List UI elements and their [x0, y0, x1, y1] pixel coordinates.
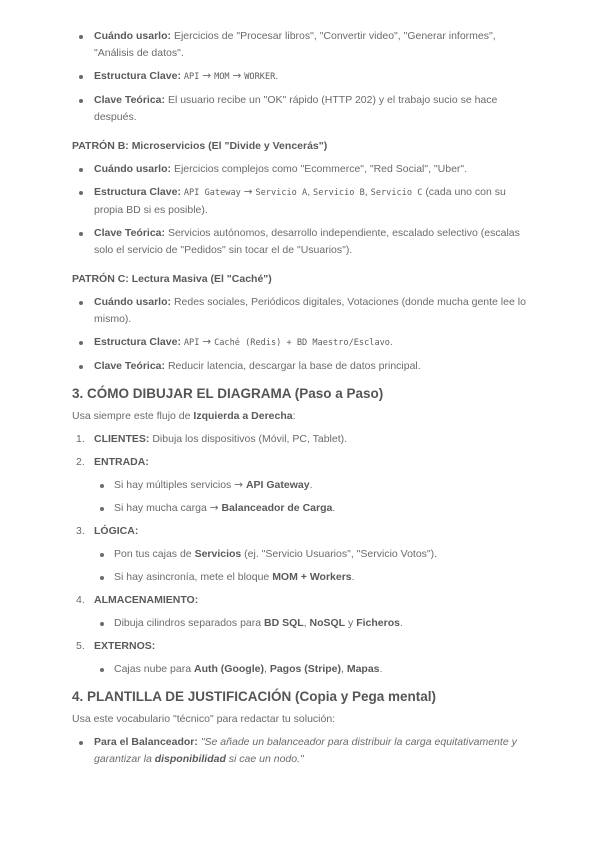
section-3-intro — [72, 408, 527, 425]
step-label: ENTRADA: — [94, 456, 149, 468]
arrow-icon: → — [243, 186, 253, 198]
arrow-icon: → — [202, 336, 212, 348]
code-api: API — [183, 338, 200, 348]
item-text: Ejercicios de "Procesar libros", "Convertir video", "Generar informes", "Análisis de datos". — [94, 30, 496, 59]
code-cache: Caché (Redis) + BD Maestro/Esclavo — [214, 338, 390, 348]
item-label: Clave Teórica: — [94, 227, 166, 239]
code-mom: MOM — [214, 72, 230, 82]
list-item — [72, 68, 527, 86]
step-text: Dibuja los dispositivos (Móvil, PC, Tablet). — [152, 433, 348, 445]
list-item: Estructura Clave: API Gateway → Servicio A, Servicio B, Servicio C (cada uno con su propia BD si es posible). — [72, 184, 527, 219]
sub-bold: MOM + Workers — [272, 571, 352, 583]
pattern-b-title: PATRÓN B: Microservicios (El "Divide y Vencerás") — [72, 140, 328, 152]
code-servicio-b: Servicio B — [313, 188, 365, 198]
sub-end: . — [351, 571, 355, 583]
sub-bold: NoSQL — [309, 617, 346, 629]
intro-text: Usa siempre este flujo de — [72, 410, 194, 422]
item-label: Para el Balanceador: — [94, 736, 198, 748]
step-number: 4. — [76, 594, 85, 606]
item-label: Estructura Clave: — [94, 70, 181, 82]
sub-bold: Balanceador de Carga — [221, 502, 333, 514]
sub-list — [94, 477, 527, 517]
intro-bold: Izquierda a Derecha — [193, 410, 293, 422]
sub-text: Cajas nube para — [114, 663, 194, 675]
step-externos — [72, 638, 527, 678]
sub-sep: , — [263, 663, 270, 675]
step-label: CLIENTES: — [94, 433, 150, 445]
sub-item — [94, 546, 527, 563]
code-worker: WORKER — [244, 72, 276, 82]
step-clientes — [72, 431, 527, 448]
item-label: Estructura Clave: — [94, 186, 181, 198]
code-servicio-c: Servicio C — [370, 188, 423, 198]
item-quote-bold: disponibilidad — [154, 753, 226, 765]
step-number: 5. — [76, 640, 85, 652]
sub-bold: Mapas — [346, 663, 380, 675]
step-label: ALMACENAMIENTO: — [94, 594, 199, 606]
sub-end: . — [379, 663, 383, 675]
item-end: . — [275, 70, 279, 82]
sub-bold: Ficheros — [356, 617, 400, 629]
step-entrada — [72, 454, 527, 517]
item-end: . — [389, 336, 393, 348]
sub-end: . — [309, 479, 313, 491]
intro-end: : — [292, 410, 296, 422]
arrow-icon: → — [232, 70, 242, 82]
sub-bold: Auth (Google) — [193, 663, 264, 675]
arrow-icon: → — [209, 502, 219, 514]
sub-item — [94, 661, 527, 678]
sub-text: Si hay múltiples servicios — [114, 479, 235, 491]
sub-sep: , — [303, 617, 310, 629]
sub-item — [94, 500, 527, 517]
item-text: El usuario recibe un "OK" rápido (HTTP 202) y el trabajo sucio se hace después. — [94, 94, 498, 123]
item-label: Cuándo usarlo: — [94, 296, 172, 308]
step-number: 3. — [76, 525, 85, 537]
step-label: LÓGICA: — [94, 525, 139, 537]
section-4-heading: 4. PLANTILLA DE JUSTIFICACIÓN (Copia y Pega mental) — [72, 689, 437, 704]
sub-list — [94, 615, 527, 632]
sub-bold: API Gateway — [245, 479, 310, 491]
list-item — [72, 358, 527, 375]
item-label: Clave Teórica: — [94, 94, 166, 106]
code-servicio-a: Servicio A — [255, 188, 308, 198]
list-item — [72, 28, 527, 62]
code-api: API — [183, 72, 200, 82]
list-item — [72, 734, 527, 768]
sub-item — [94, 569, 527, 586]
item-quote-end: si cae un nodo." — [225, 753, 304, 765]
step-number: 1. — [76, 433, 85, 445]
sub-item — [94, 615, 527, 632]
item-text: Ejercicios complejos como "Ecommerce", "Red Social", "Uber". — [173, 163, 468, 175]
sub-end: . — [332, 502, 336, 514]
step-label: EXTERNOS: — [94, 640, 156, 652]
item-tail: (cada uno con su propia BD si es posible). — [94, 186, 506, 216]
item-label: Estructura Clave: — [94, 336, 181, 348]
sub-text: Si hay mucha carga — [114, 502, 210, 514]
sub-item — [94, 477, 527, 494]
sub-text: Si hay asincronía, mete el bloque — [114, 571, 273, 583]
sub-bold: Servicios — [194, 548, 242, 560]
code-api-gateway: API Gateway — [183, 188, 241, 198]
arrow-icon: → — [234, 479, 244, 491]
sub-end: . — [399, 617, 403, 629]
item-text: Servicios autónomos, desarrollo independiente, escalado selectivo (escalas solo el servicio de "Pedidos" sin tocar el de "Usuarios"). — [94, 227, 520, 256]
pattern-b-list — [72, 161, 527, 259]
sub-text: Dibuja cilindros separados para — [114, 617, 264, 629]
list-item — [72, 92, 527, 126]
list-item — [72, 334, 527, 352]
sub-bold: Pagos (Stripe) — [269, 663, 341, 675]
item-label: Cuándo usarlo: — [94, 163, 172, 175]
section-3-heading: 3. CÓMO DIBUJAR EL DIAGRAMA (Paso a Paso) — [72, 386, 384, 401]
item-text: Redes sociales, Periódicos digitales, Votaciones (donde mucha gente lee lo mismo). — [94, 296, 526, 325]
arrow-icon: → — [202, 70, 212, 82]
steps-list — [72, 431, 527, 678]
sub-end: (ej. "Servicio Usuarios", "Servicio Votos"). — [241, 548, 438, 560]
item-label: Cuándo usarlo: — [94, 30, 172, 42]
pattern-c-list — [72, 294, 527, 375]
step-number: 2. — [76, 456, 85, 468]
step-logica — [72, 523, 527, 586]
list-item — [72, 161, 527, 178]
item-quote-start: "Se añade un balanceador para distribuir la carga equitativamente y garantizar la — [94, 736, 517, 765]
sub-bold: BD SQL — [264, 617, 304, 629]
step-almacenamiento — [72, 592, 527, 632]
sub-sep: , — [341, 663, 347, 675]
list-item — [72, 294, 527, 328]
pattern-a-list — [72, 28, 527, 126]
item-label: Clave Teórica: — [94, 360, 166, 372]
sub-text: Pon tus cajas de — [114, 548, 195, 560]
pattern-c-title: PATRÓN C: Lectura Masiva (El "Caché") — [72, 273, 272, 285]
sub-sep: y — [345, 617, 357, 629]
sub-list — [94, 661, 527, 678]
sub-list — [94, 546, 527, 586]
list-item — [72, 225, 527, 259]
section-4-intro: Usa este vocabulario "técnico" para redactar tu solución: — [72, 713, 336, 725]
item-text: Reducir latencia, descargar la base de datos principal. — [167, 360, 421, 372]
section-4-list — [72, 734, 527, 768]
